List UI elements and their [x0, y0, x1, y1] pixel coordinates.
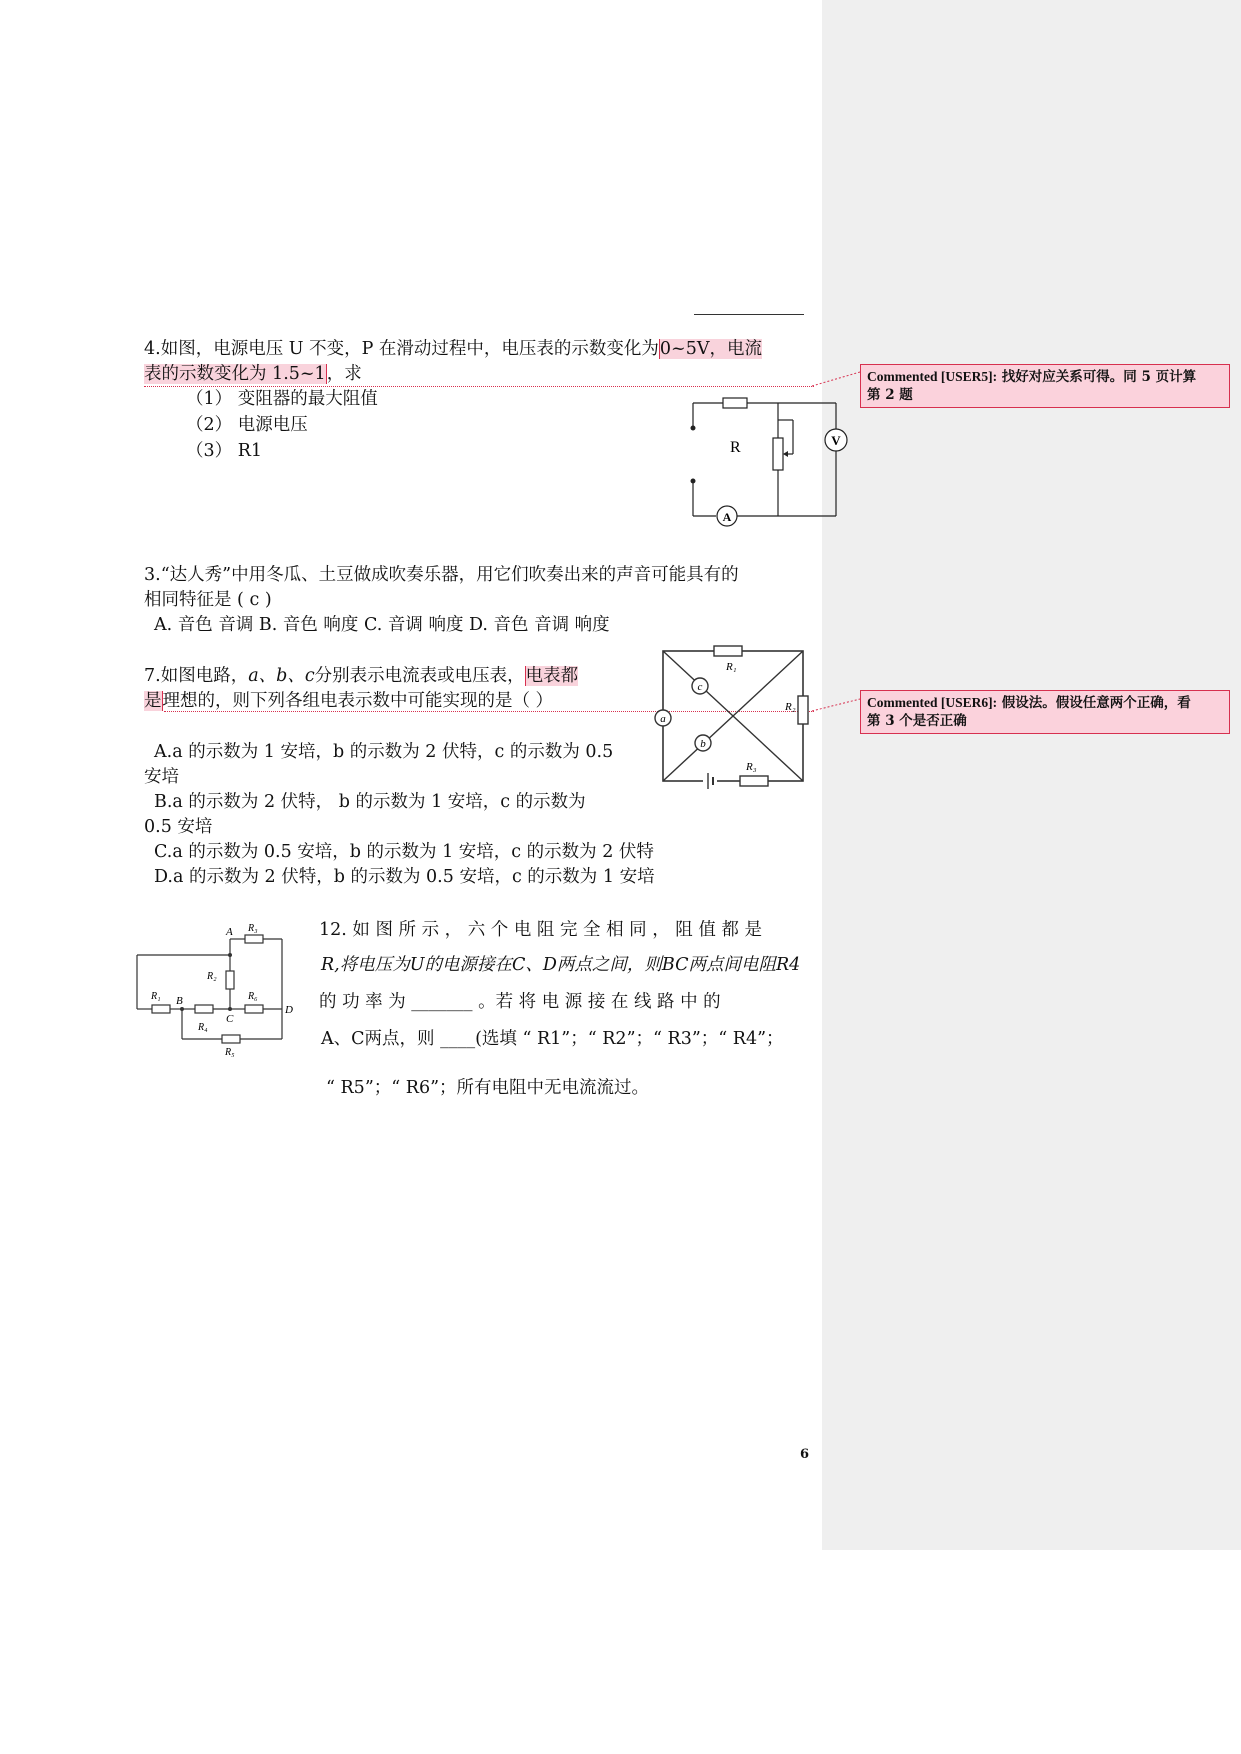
- q7-option-a: A.a 的示数为 1 安培，b 的示数为 2 伏特，c 的示数为 0.5: [154, 742, 614, 762]
- resistor-r5-icon: [222, 1035, 240, 1043]
- q7-option-a-cont: 安培: [144, 767, 179, 787]
- resistor-r1-icon: [152, 1005, 170, 1013]
- q4-item-3: （3） R1: [186, 441, 263, 461]
- q12-line1: 12. 如 图 所 示 ， 六 个 电 阻 完 全 相 同 ， 阻 值 都 是: [319, 920, 762, 940]
- comment-text: 假设法。假设任意两个正确，看: [997, 695, 1191, 711]
- q4-line2-text: ，求: [326, 364, 362, 384]
- page-number: 6: [800, 1447, 810, 1462]
- label-r4: R₄: [198, 1022, 208, 1033]
- resistor-r3-icon: [245, 935, 263, 943]
- q7-highlight-1[interactable]: 电表都: [525, 666, 579, 686]
- header-rule: [694, 314, 804, 315]
- q12-circuit-diagram: [130, 923, 300, 1058]
- ammeter-label: A: [722, 510, 732, 524]
- label-r1: R₁: [151, 991, 161, 1002]
- node-d-label: D: [285, 1004, 293, 1016]
- terminal-dot: [691, 426, 696, 431]
- comment-text: 找好对应关系可得。同 5 页计算: [997, 369, 1197, 385]
- q7-line1-mid: 分别表示电流表或电压表，: [314, 666, 525, 686]
- q7-line1-vars: a、b、c: [248, 666, 315, 686]
- q4-line1-text: 4.如图，电源电压 U 不变，P 在滑动过程中，电压表的示数变化为: [144, 339, 659, 359]
- resistor-r2-icon: [798, 696, 808, 724]
- q4-highlight-2[interactable]: 表的示数变化为 1.5~1: [144, 364, 326, 384]
- comment-text-2: 第 2 题: [867, 387, 913, 403]
- q7-highlight-2[interactable]: 是: [144, 691, 162, 711]
- label-r3: R₃: [248, 923, 258, 934]
- resistor-r6-icon: [245, 1005, 263, 1013]
- q7-option-b: B.a 的示数为 2 伏特， b 的示数为 1 安培，c 的示数为: [154, 792, 586, 812]
- voltmeter-label: V: [831, 433, 841, 448]
- meter-a-label: a: [660, 713, 666, 725]
- q3-line1: 3.“达人秀”中用冬瓜、土豆做成吹奏乐器，用它们吹奏出来的声音可能具有的: [144, 565, 739, 585]
- node-b-label: B: [176, 995, 183, 1007]
- node-a-label: A: [226, 926, 233, 938]
- label-r5: R₅: [225, 1047, 235, 1058]
- label-r2: R₂: [785, 701, 796, 713]
- label-r2: R₂: [207, 971, 217, 982]
- meter-b-label: b: [700, 738, 706, 750]
- label-r3: R₃: [746, 761, 757, 773]
- rheostat-icon: [773, 438, 783, 470]
- q4-highlight-1[interactable]: 0~5V，电流: [659, 339, 762, 359]
- q7-option-d: D.a 的示数为 2 伏特，b 的示数为 0.5 安培，c 的示数为 1 安培: [154, 867, 655, 887]
- comment-author: Commented [USER6]:: [867, 695, 998, 710]
- resistor-r-label: R: [730, 439, 741, 456]
- q7-line2-text: 理想的，则下列各组电表示数中可能实现的是（ ）: [162, 691, 554, 711]
- comment-author: Commented [USER5]:: [867, 369, 998, 384]
- q7-line1: [144, 664, 578, 689]
- q7-option-b-cont: 0.5 安培: [144, 817, 213, 837]
- q3-options: A. 音色 音调 B. 音色 响度 C. 音调 响度 D. 音色 音调 响度: [154, 615, 610, 635]
- q7-circuit-diagram: [658, 646, 808, 786]
- comment-connector-1a: [144, 386, 814, 387]
- comment-user5[interactable]: [860, 364, 1230, 408]
- comment-text-2: 第 3 个是否正确: [867, 713, 967, 729]
- q4-item-2: （2） 电源电压: [186, 415, 308, 435]
- comment-user6[interactable]: [860, 690, 1230, 734]
- q12-line2: R,将电压为U的电源接在C、D两点之间，则BC两点间电阻R4: [321, 955, 801, 975]
- q12-line5: “ R5”；“ R6”；所有电阻中无电流流过。: [326, 1078, 650, 1098]
- comment-margin-pane: [822, 0, 1241, 1550]
- q4-circuit-diagram: [688, 395, 848, 525]
- resistor-r4-icon: [195, 1005, 213, 1013]
- q7-line1-pre: 7.如图电路，: [144, 666, 249, 686]
- q4-line1: [144, 337, 762, 362]
- label-r1: R₁: [726, 661, 737, 673]
- q4-line2: [144, 362, 362, 387]
- resistor-r3-icon: [740, 776, 768, 786]
- resistor-r2-icon: [226, 971, 234, 989]
- q12-line3: 的 功 率 为 _______ 。若 将 电 源 接 在 线 路 中 的: [319, 992, 721, 1012]
- meter-c-label: c: [697, 681, 703, 693]
- q12-line4: A、C两点，则 ____(选填 “ R1”；“ R2”；“ R3”；“ R4”；: [321, 1029, 784, 1049]
- node-c-label: C: [226, 1013, 234, 1025]
- q3-line2: 相同特征是 ( c ): [144, 590, 272, 610]
- q7-option-c: C.a 的示数为 0.5 安培，b 的示数为 1 安培，c 的示数为 2 伏特: [154, 842, 654, 862]
- q4-item-1: （1） 变阻器的最大阻值: [186, 389, 378, 409]
- resistor-r1-icon: [714, 646, 742, 656]
- label-r6: R₆: [248, 991, 258, 1002]
